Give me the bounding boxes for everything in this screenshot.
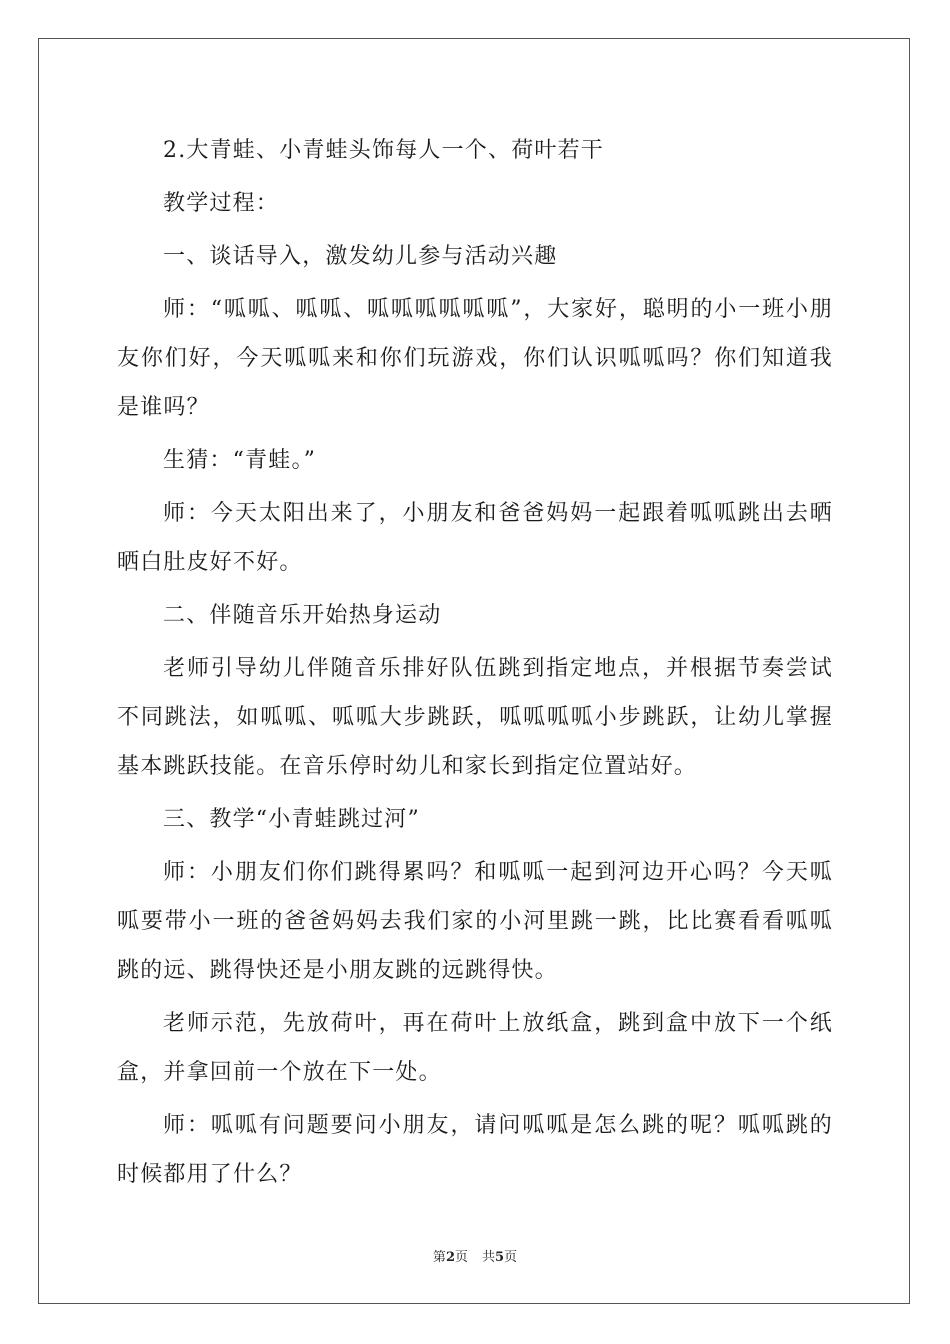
footer-page-prefix: 第 <box>432 1250 446 1265</box>
footer-page-suffix: 页 <box>454 1250 468 1265</box>
page-footer <box>0 1246 950 1265</box>
paragraph-warmup: 老师引导幼儿伴随音乐排好队伍跳到指定地点，并根据节奏尝试不同跳法，如呱呱、呱呱大步跳跃，呱呱呱呱小步跳跃，让幼儿掌握基本跳跃技能。在音乐停时幼儿和家长到指定位置站好。 <box>117 656 833 779</box>
paragraph-teacher-river: 师：小朋友们你们跳得累吗？和呱呱一起到河边开心吗？今天呱呱要带小一班的爸爸妈妈去我们家的小河里跳一跳，比比赛看看呱呱跳的远、跳得快还是小朋友跳的远跳得快。 <box>117 860 833 983</box>
section-heading-1: 一、谈话导入，激发幼儿参与活动兴趣 <box>163 244 558 269</box>
footer-page-current: 2 <box>445 1250 455 1265</box>
paragraph-student-guess: 生猜：“青蛙。” <box>163 448 317 473</box>
document-body <box>117 126 833 1203</box>
paragraph-process-heading: 教学过程： <box>163 191 280 216</box>
paragraph-teacher-greeting: 师：“呱呱、呱呱、呱呱呱呱呱呱”，大家好，聪明的小一班小朋友你们好，今天呱呱来和你们玩游戏，你们认识呱呱吗？你们知道我是谁吗？ <box>117 297 833 420</box>
paragraph-demo: 老师示范，先放荷叶，再在荷叶上放纸盒，跳到盒中放下一个纸盒，并拿回前一个放在下一处。 <box>117 1011 833 1085</box>
footer-total-prefix: 共 <box>482 1250 496 1265</box>
footer-page-total: 5 <box>495 1250 505 1265</box>
section-heading-3: 三、教学“小青蛙跳过河” <box>163 807 420 832</box>
paragraph-teacher-sun: 师：今天太阳出来了，小朋友和爸爸妈妈一起跟着呱呱跳出去晒晒白肚皮好不好。 <box>117 501 833 575</box>
section-heading-2: 二、伴随音乐开始热身运动 <box>163 603 442 628</box>
footer-total-suffix: 页 <box>504 1250 518 1265</box>
paragraph-teacher-question: 师：呱呱有问题要问小朋友，请问呱呱是怎么跳的呢？呱呱跳的时候都用了什么？ <box>117 1113 833 1187</box>
paragraph-materials: 2.大青蛙、小青蛙头饰每人一个、荷叶若干 <box>163 138 604 163</box>
